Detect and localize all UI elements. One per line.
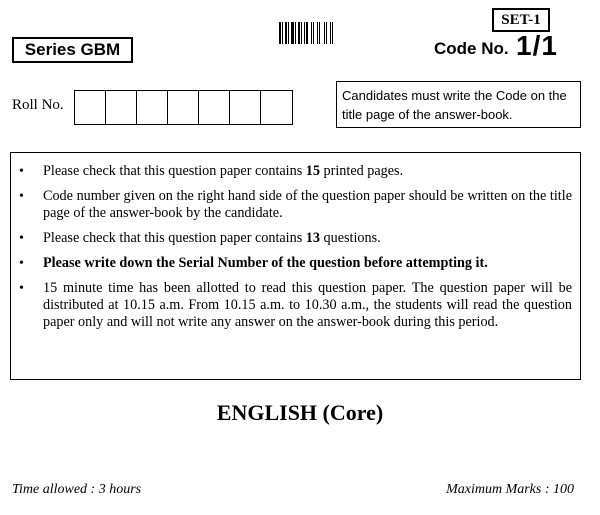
instruction-text: Please check that this question paper contains 15 printed pages. xyxy=(43,163,404,179)
instruction-text: 15 minute time has been allotted to read this question paper. The question paper will be distributed at 10.15 a.m. From 10.15 a.m. to 10.30 a.m., the students will read the question paper only and will not write any answer on the answer-book during this period. xyxy=(43,280,572,330)
roll-number-box xyxy=(106,91,137,124)
instructions-box xyxy=(10,152,581,380)
bullet-icon: • xyxy=(19,231,24,246)
bullet-icon: • xyxy=(19,164,24,179)
bullet-icon: • xyxy=(19,281,24,296)
roll-number-box xyxy=(261,91,292,124)
instruction-text: Please write down the Serial Number of the question before attempting it. xyxy=(43,255,488,271)
barcode-icon xyxy=(279,22,333,44)
candidate-note: Candidates must write the Code on the title page of the answer-book. xyxy=(336,81,581,128)
instruction-item xyxy=(19,255,572,272)
instruction-text: Please check that this question paper contains 13 questions. xyxy=(43,230,381,246)
bullet-icon: • xyxy=(19,189,24,204)
instructions-list xyxy=(19,163,572,331)
instruction-text: Code number given on the right hand side of the question paper should be written on the title page of the answer-book by the candidate. xyxy=(43,188,572,221)
instruction-item xyxy=(19,230,572,247)
maximum-marks: Maximum Marks : 100 xyxy=(446,482,574,497)
roll-label: Roll No. xyxy=(12,97,64,113)
code-value: 1/1 xyxy=(516,30,558,61)
time-allowed: Time allowed : 3 hours xyxy=(12,482,142,497)
subject-title: ENGLISH (Core) xyxy=(216,400,384,425)
instruction-item xyxy=(19,163,572,180)
roll-number-box xyxy=(230,91,261,124)
bullet-icon: • xyxy=(19,256,24,271)
roll-number-box xyxy=(168,91,199,124)
set-label: SET-1 xyxy=(492,8,550,32)
instruction-item xyxy=(19,188,572,222)
instruction-item xyxy=(19,280,572,331)
code-label: Code No. xyxy=(434,39,509,58)
roll-number-boxes xyxy=(74,90,293,125)
roll-number-box xyxy=(199,91,230,124)
roll-number-box xyxy=(75,91,106,124)
roll-number-box xyxy=(137,91,168,124)
series-label: Series GBM xyxy=(12,37,133,63)
